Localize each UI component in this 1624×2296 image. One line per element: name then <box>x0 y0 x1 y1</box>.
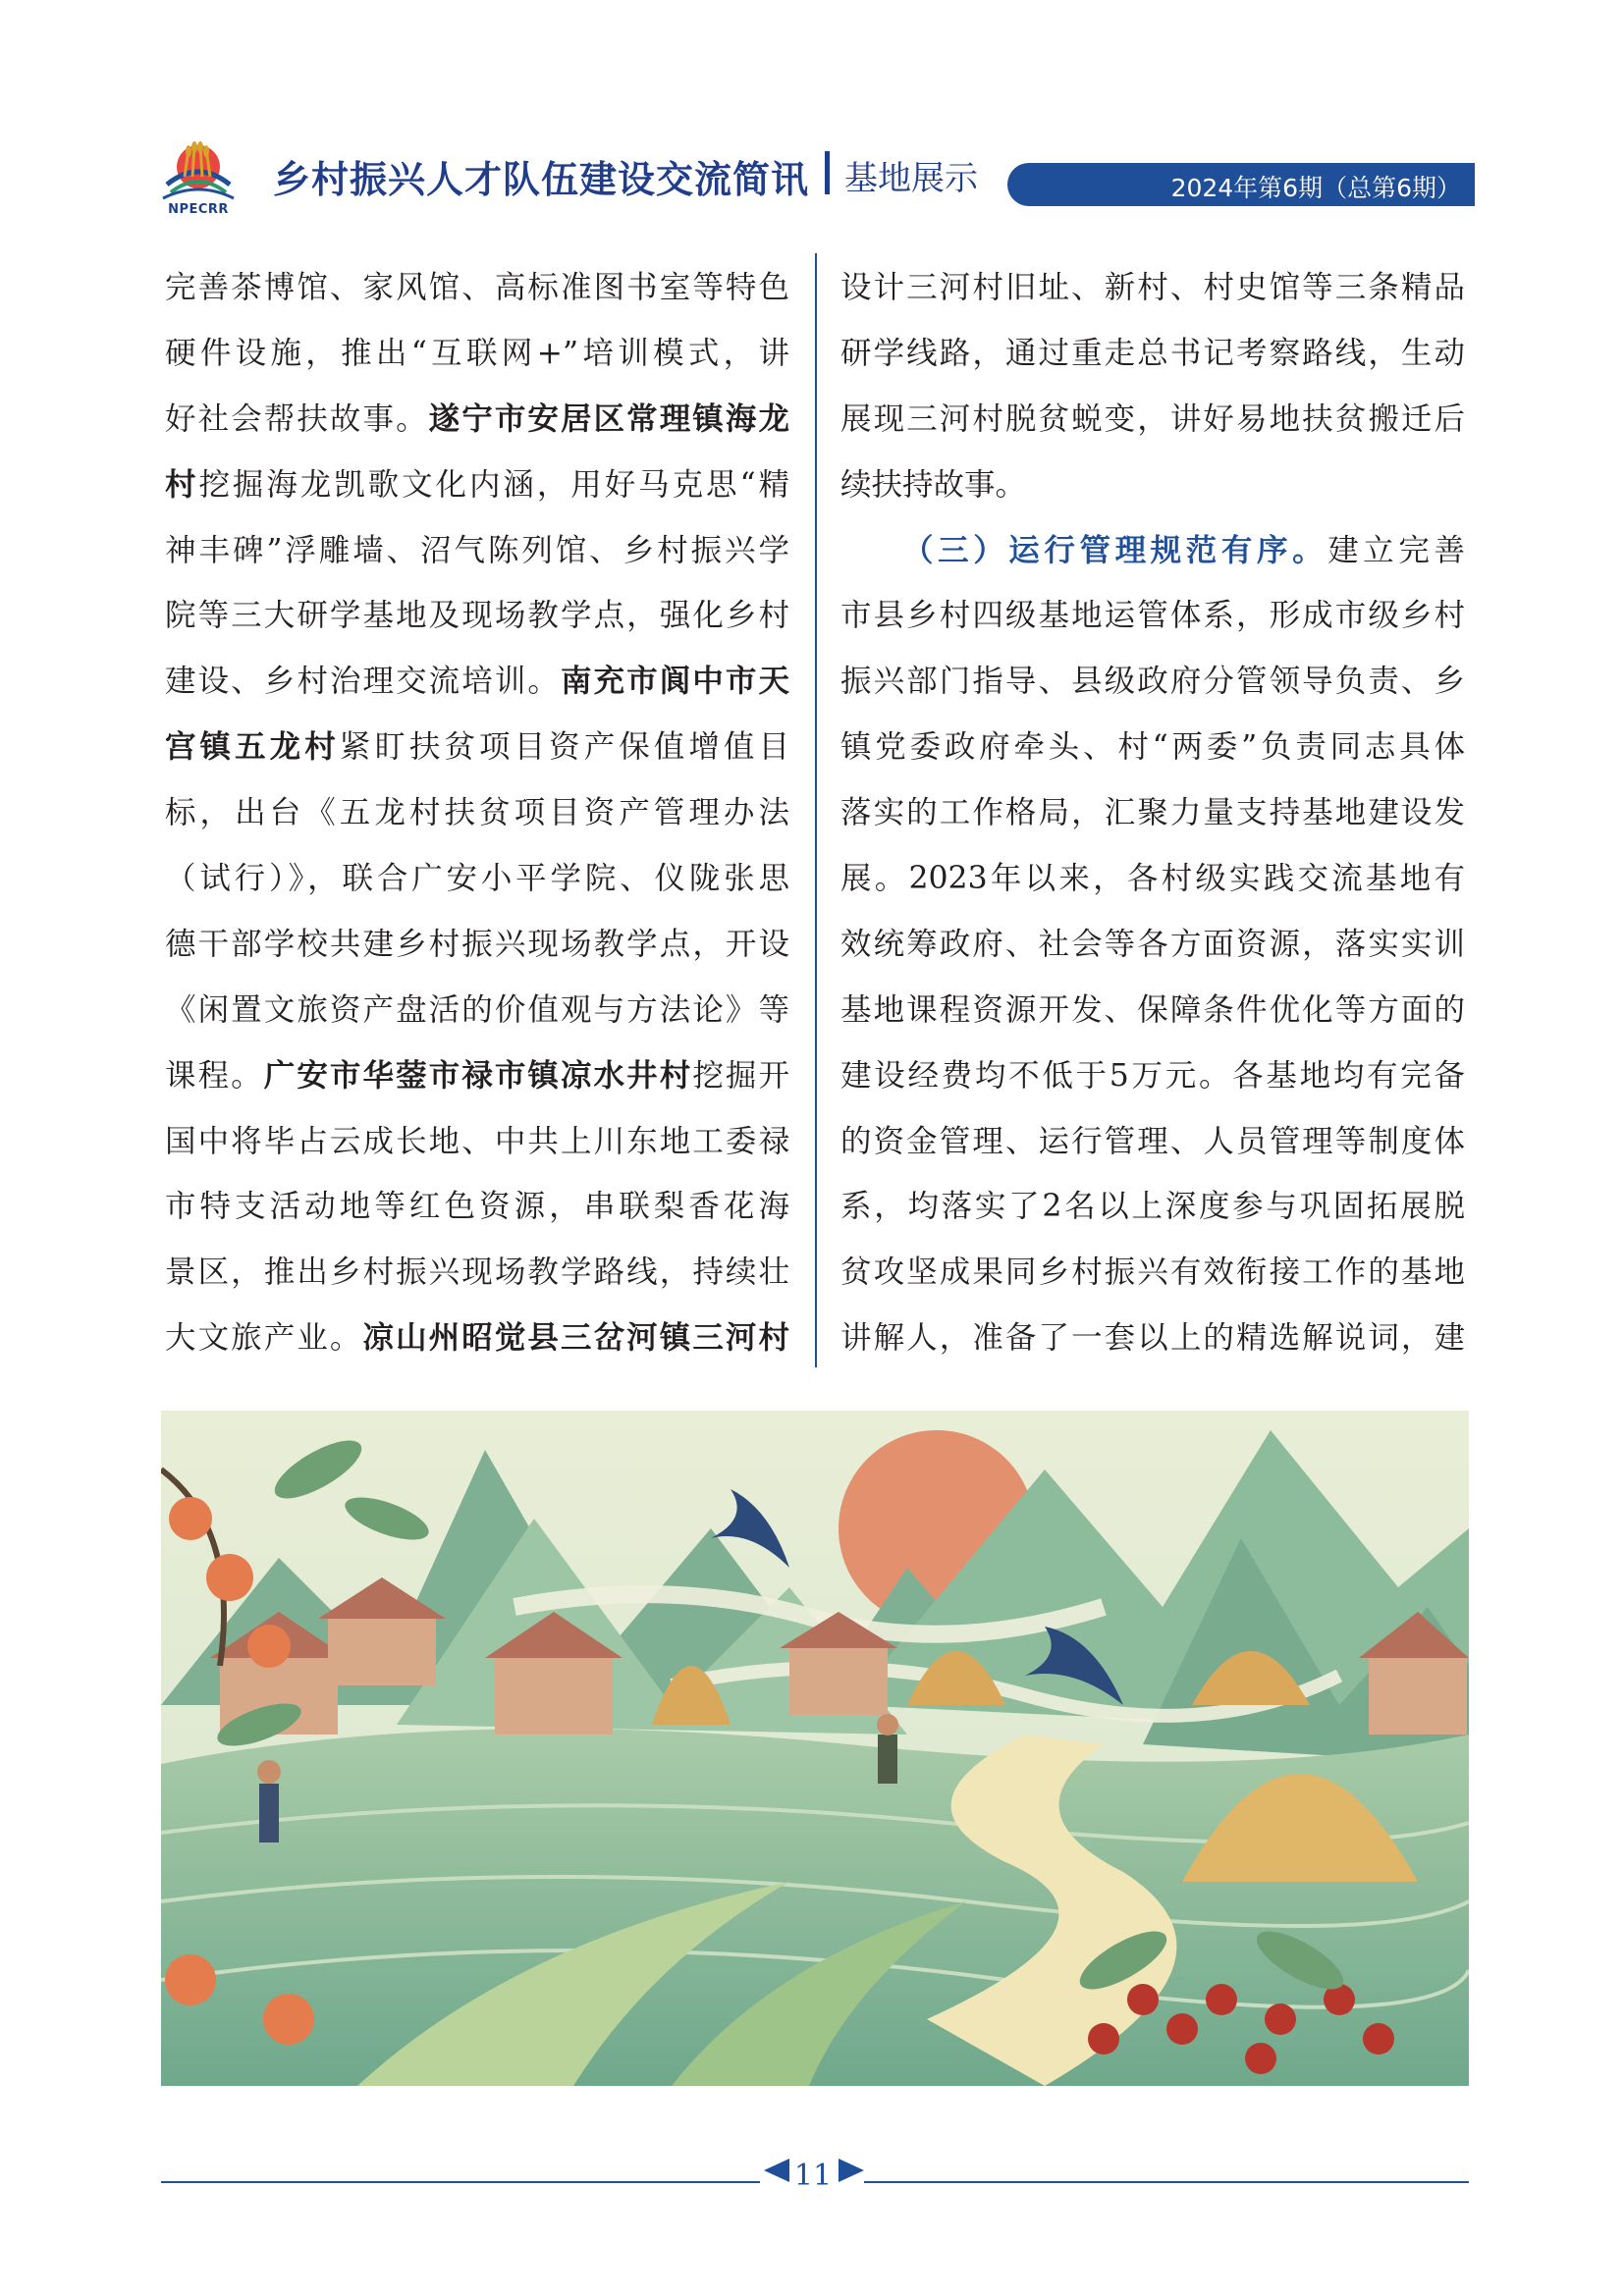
text-run: 挖掘海龙凯歌文化内涵，用好马克思“精 <box>198 466 789 503</box>
text-run: （试行）》，联合广安小平学院、仪陇张思 <box>165 861 789 897</box>
text-line <box>165 321 789 387</box>
text-line <box>165 780 789 846</box>
text-run: 研学线路，通过重走总书记考察路线，生动 <box>840 335 1465 371</box>
npecrr-logo <box>157 137 240 216</box>
journal-title: 乡村振兴人才队伍建设交流简讯 <box>273 158 810 201</box>
text-line <box>840 1240 1465 1306</box>
page-number: 11 <box>793 2159 833 2193</box>
text-line <box>840 978 1465 1043</box>
text-run: 振兴部门指导、县级政府分管领导负责、乡 <box>840 664 1465 700</box>
text-run: 完善茶博馆、家风馆、高标准图书室等特色 <box>165 270 789 305</box>
text-line <box>840 1043 1465 1109</box>
text-run: 紧盯扶贫项目资产保值增值目 <box>339 729 789 766</box>
text-line <box>840 583 1465 649</box>
title-separator <box>825 151 830 194</box>
text-line <box>165 453 789 518</box>
section-heading: （三）运行管理规范有序。 <box>902 531 1328 568</box>
bold-place-name: 宫镇五龙村 <box>165 728 340 766</box>
text-run: 市特支活动地等红色资源，串联梨香花海 <box>165 1189 789 1225</box>
text-run: 景区，推出乡村振兴现场教学路线，持续壮 <box>165 1255 789 1291</box>
text-run: 神丰碑”浮雕墙、沼气陈列馆、乡村振兴学 <box>165 532 789 568</box>
text-run: 院等三大研学基地及现场教学点，强化乡村 <box>165 598 789 634</box>
text-run: 的资金管理、运行管理、人员管理等制度体 <box>840 1123 1465 1159</box>
text-run: 标，出台《五龙村扶贫项目资产管理办法 <box>165 795 789 831</box>
text-line <box>165 1306 789 1371</box>
footer-rule-left <box>161 2181 760 2183</box>
issue-banner <box>1007 163 1475 206</box>
text-line <box>165 1174 789 1240</box>
text-run: 大文旅产业。 <box>165 1320 363 1357</box>
text-run: 好社会帮扶故事。 <box>165 400 429 437</box>
bold-place-name: 凉山州昭觉县三岔河镇三河村 <box>362 1319 789 1357</box>
text-run: 展。2023年以来，各村级实践交流基地有 <box>840 861 1465 897</box>
text-run: 硬件设施，推出“互联网+”培训模式，讲 <box>165 335 789 371</box>
bold-place-name: 南充市阆中市天 <box>560 663 789 700</box>
text-line <box>165 846 789 912</box>
text-run: 建设经费均不低于5万元。各基地均有完备 <box>840 1057 1465 1094</box>
text-run: 效统筹政府、社会等各方面资源，落实实训 <box>840 926 1465 962</box>
section-name: 基地展示 <box>844 159 978 198</box>
logo-text: NPECRR <box>168 202 229 217</box>
text-line <box>840 715 1465 780</box>
text-line <box>840 1109 1465 1175</box>
text-run: 市县乡村四级基地运管体系，形成市级乡村 <box>840 598 1465 634</box>
text-line <box>840 453 1465 518</box>
column-divider <box>815 253 817 1367</box>
bold-place-name: 村 <box>165 465 199 503</box>
text-line <box>840 321 1465 387</box>
rural-landscape-illustration <box>161 1411 1469 2086</box>
text-run: 镇党委政府牵头、村“两委”负责同志具体 <box>840 729 1465 766</box>
text-run: 《闲置文旅资产盘活的价值观与方法论》等 <box>165 991 789 1028</box>
text-line <box>165 715 789 780</box>
text-line <box>840 846 1465 912</box>
text-run: 挖掘开 <box>692 1057 789 1094</box>
bold-place-name: 广安市华蓥市禄市镇凉水井村 <box>263 1056 693 1094</box>
right-text-column <box>840 255 1465 1371</box>
text-run: 系，均落实了2名以上深度参与巩固拓展脱 <box>840 1189 1465 1225</box>
text-run: 设计三河村旧址、新村、村史馆等三条精品 <box>840 270 1465 305</box>
text-run: 建设、乡村治理交流培训。 <box>165 664 561 700</box>
text-line <box>165 518 789 584</box>
text-line <box>840 1306 1465 1371</box>
text-run: 讲解人，准备了一套以上的精选解说词，建 <box>840 1320 1465 1357</box>
text-line <box>840 518 1465 584</box>
text-line <box>165 1240 789 1306</box>
text-line <box>165 1043 789 1109</box>
text-run: 基地课程资源开发、保障条件优化等方面的 <box>840 991 1465 1028</box>
text-line <box>840 1174 1465 1240</box>
left-text-column <box>165 255 789 1371</box>
text-run: 落实的工作格局，汇聚力量支持基地建设发 <box>840 795 1465 831</box>
page-header <box>157 137 1473 216</box>
text-run: 德干部学校共建乡村振兴现场教学点，开设 <box>165 926 789 962</box>
text-run: 贫攻坚成果同乡村振兴有效衔接工作的基地 <box>840 1255 1465 1291</box>
text-line <box>165 1109 789 1175</box>
text-run: 国中将毕占云成长地、中共上川东地工委禄 <box>165 1123 789 1159</box>
text-line <box>165 255 789 321</box>
text-line <box>165 978 789 1043</box>
text-line <box>840 387 1465 453</box>
bold-place-name: 遂宁市安居区常理镇海龙 <box>428 400 789 437</box>
text-run: 课程。 <box>165 1057 264 1094</box>
footer-rule-right <box>864 2181 1469 2183</box>
text-line <box>840 912 1465 978</box>
text-run: 建立完善 <box>1327 532 1465 568</box>
text-run: 续扶持故事。 <box>840 466 1027 503</box>
issue-number: 2024年第6期（总第6期） <box>1170 174 1461 202</box>
text-line <box>840 649 1465 715</box>
text-line <box>840 255 1465 321</box>
text-line <box>165 387 789 453</box>
text-line <box>840 780 1465 846</box>
text-line <box>165 912 789 978</box>
text-run: 展现三河村脱贫蜕变，讲好易地扶贫搬迁后 <box>840 400 1465 437</box>
text-line <box>165 649 789 715</box>
text-line <box>165 583 789 649</box>
